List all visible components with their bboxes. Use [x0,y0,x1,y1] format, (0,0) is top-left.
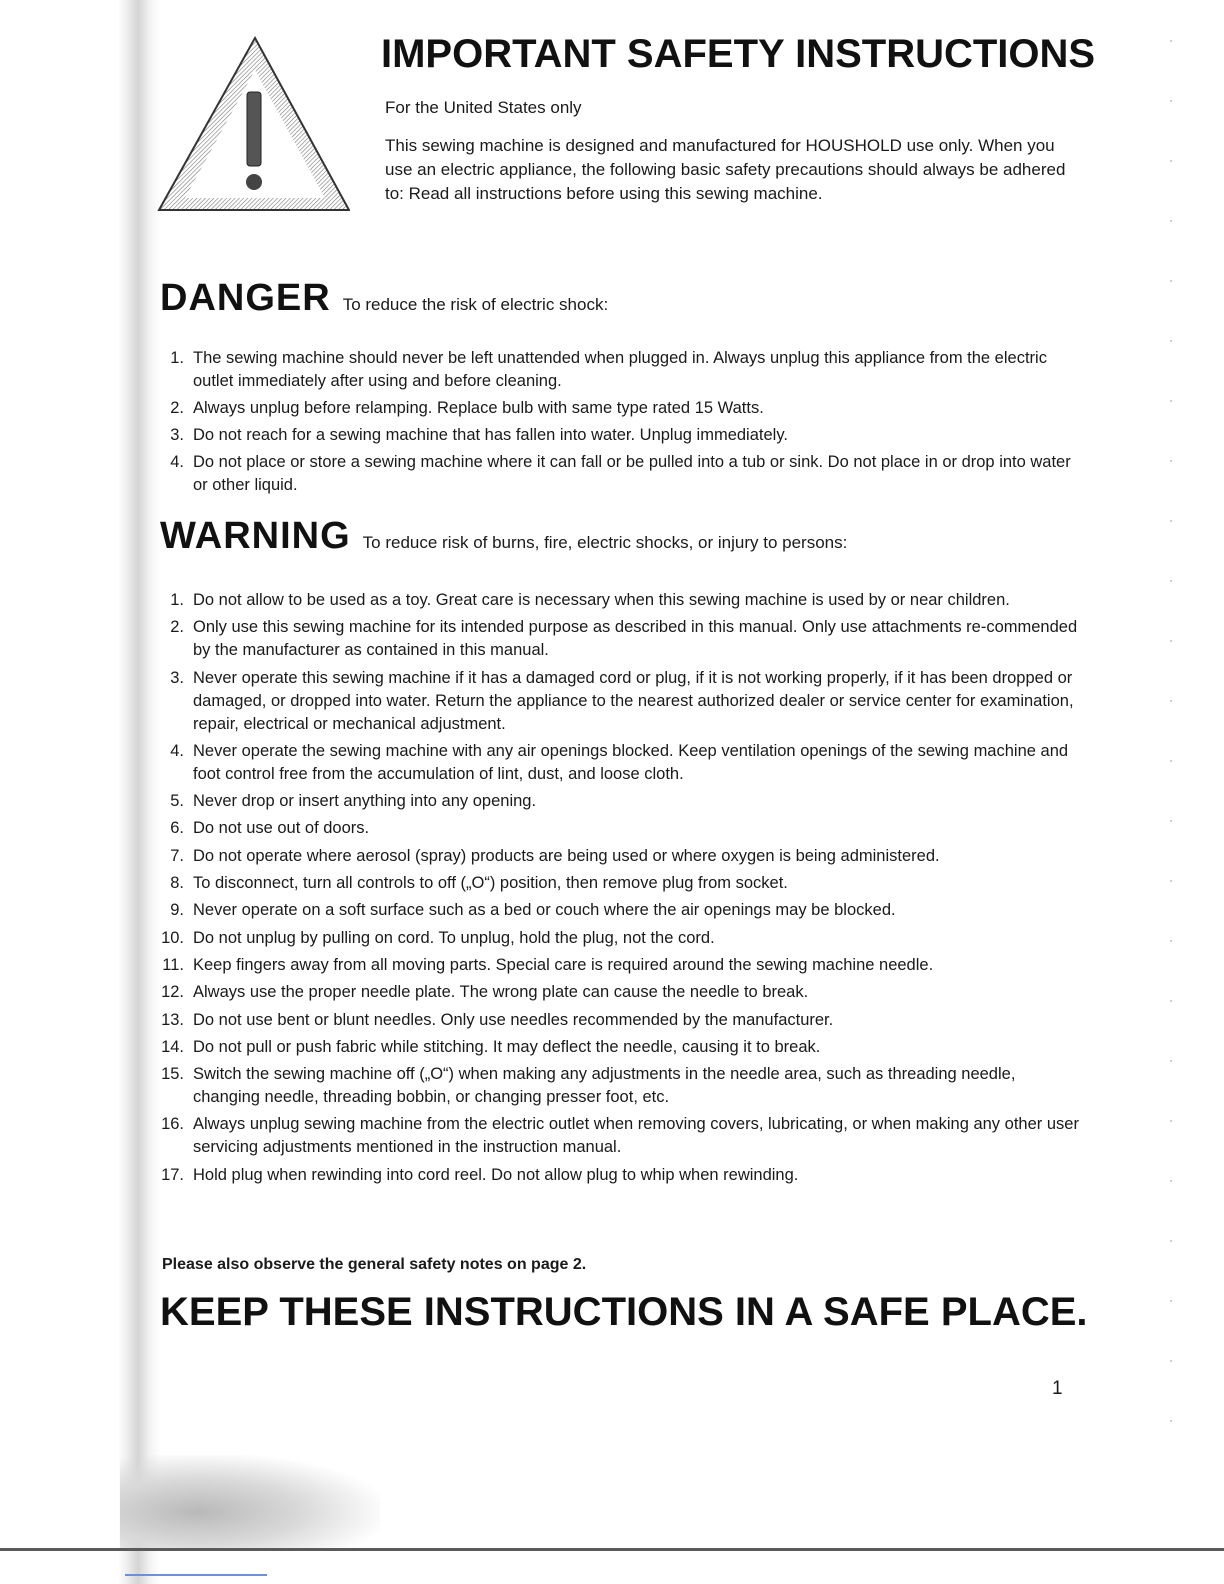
item-text: Never operate the sewing machine with any air openings blocked. Keep ventilation openings of the sewing machine and foot control free from the accumulation of lint, dust, and loose cloth. [193,741,1069,783]
item-number: 5. [170,792,184,811]
item-text: Do not use out of doors. [193,819,370,838]
warning-list [160,589,1080,1191]
item-number: 6. [170,819,184,838]
item-number: 4. [170,453,184,471]
item-text: Hold plug when rewinding into cord reel. Do not allow plug to whip when rewinding. [193,1165,799,1184]
item-text: Do not allow to be used as a toy. Great care is necessary when this sewing machine is used by or near children. [193,591,1010,609]
item-text: Do not unplug by pulling on cord. To unplug, hold the plug, not the cord. [193,928,715,947]
list-item [160,817,1080,840]
warning-label: WARNING [160,515,351,557]
list-item [160,1164,1080,1187]
bottom-divider [0,1548,1224,1551]
list-item [160,451,1080,497]
item-text: Always use the proper needle plate. The wrong plate can cause the needle to break. [193,983,809,1002]
list-item [160,1113,1080,1159]
item-text: Never operate on a soft surface such as a bed or couch where the air openings may be blocked. [193,901,896,920]
item-number: 13. [161,1010,184,1029]
scan-shadow-bottom [120,1455,380,1550]
item-text: Only use this sewing machine for its intended purpose as described in this manual. Only use attachments re-commended by the manufacturer as contained in this manual. [193,618,1078,660]
item-number: 12. [161,983,184,1002]
list-item [160,899,1080,922]
scan-shadow-left [0,0,160,1584]
item-text: Switch the sewing machine off („O“) when making any adjustments in the needle area, such as threading needle, changing needle, threading bobbin, or changing presser foot, etc. [193,1065,1016,1107]
page-number: 1 [1052,1378,1063,1399]
keep-instructions-title: KEEP THESE INSTRUCTIONS IN A SAFE PLACE. [160,1290,1088,1334]
warning-heading [160,515,847,558]
list-item [160,740,1080,786]
item-number: 17. [161,1165,184,1184]
list-item [160,1063,1080,1109]
region-note: For the United States only [385,98,582,117]
item-text: Never operate this sewing machine if it has a damaged cord or plug, if it is not working properly, if it has been dropped or damaged, or dropped into water. Return the appliance to the nearest authorized dealer or service center for examination, repair, electrical or mechanical adjustment. [193,668,1074,733]
list-item [160,981,1080,1004]
list-item [160,790,1080,813]
danger-heading [160,277,608,320]
item-number: 9. [170,901,184,920]
list-item [160,1036,1080,1059]
danger-list [160,347,1080,501]
item-number: 16. [161,1115,184,1134]
list-item [160,1009,1080,1032]
safety-note: Please also observe the general safety notes on page 2. [162,1256,587,1273]
item-text: Never drop or insert anything into any opening. [193,792,537,811]
item-number: 2. [170,399,184,417]
list-item [160,589,1080,612]
scan-speckle-right [1170,40,1172,1440]
list-item [160,424,1080,447]
item-number: 10. [161,928,184,947]
item-number: 8. [170,874,184,893]
item-number: 14. [161,1037,184,1056]
list-item [160,397,1080,420]
danger-label: DANGER [160,277,331,319]
item-text: Do not use bent or blunt needles. Only use needles recommended by the manufacturer. [193,1010,834,1029]
item-text: Do not pull or push fabric while stitching. It may deflect the needle, causing it to break. [193,1037,821,1056]
warning-subtitle: To reduce risk of burns, fire, electric shocks, or injury to persons: [362,533,848,552]
item-text: To disconnect, turn all controls to off („O“) position, then remove plug from socket. [193,874,788,893]
list-item [160,347,1080,393]
item-text: Do not reach for a sewing machine that has fallen into water. Unplug immediately. [193,426,788,444]
bottom-accent-line [125,1574,267,1576]
item-text: The sewing machine should never be left unattended when plugged in. Always unplug this appliance from the electric outlet immediately after using and before cleaning. [193,349,1047,390]
item-text: Keep fingers away from all moving parts. Special care is required around the sewing machine needle. [193,955,934,974]
item-number: 11. [162,955,184,974]
item-text: Always unplug before relamping. Replace bulb with same type rated 15 Watts. [193,399,764,417]
list-item [160,872,1080,895]
item-text: Always unplug sewing machine from the electric outlet when removing covers, lubricating, or when making any other user servicing adjustments mentioned in the instruction manual. [193,1115,1079,1157]
list-item [160,845,1080,868]
item-number: 7. [170,846,184,865]
item-text: Do not place or store a sewing machine where it can fall or be pulled into a tub or sink. Do not place in or drop into water or other liquid. [193,453,1071,494]
item-number: 1. [170,591,184,609]
item-text: Do not operate where aerosol (spray) products are being used or where oxygen is being administered. [193,846,940,865]
list-item [160,667,1080,736]
item-number: 1. [170,349,184,367]
item-number: 15. [161,1065,184,1084]
item-number: 3. [170,426,184,444]
item-number: 2. [170,618,184,637]
list-item [160,927,1080,950]
danger-subtitle: To reduce the risk of electric shock: [342,295,609,314]
item-number: 4. [170,741,184,760]
page-title: IMPORTANT SAFETY INSTRUCTIONS [381,32,1096,76]
list-item [160,616,1080,662]
item-number: 3. [170,668,184,687]
intro-paragraph: This sewing machine is designed and manufactured for HOUSHOLD use only. When you use an electric appliance, the following basic safety precautions should always be adhered to: Read all instructions before using this sewing machine. [385,136,1066,203]
warning-triangle-icon [155,36,350,212]
list-item [160,954,1080,977]
